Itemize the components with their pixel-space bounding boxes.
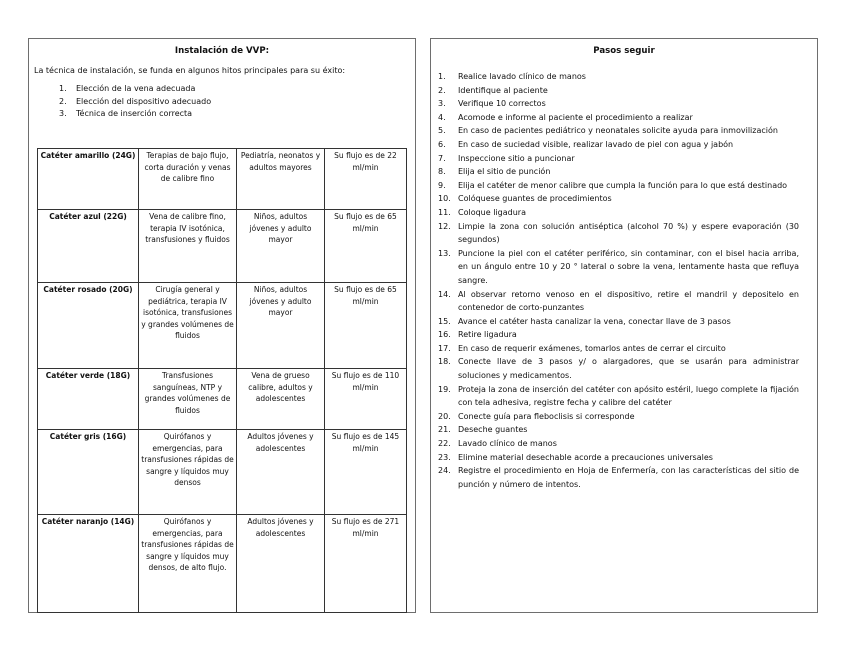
steps-title: Pasos seguir — [593, 46, 655, 56]
list-item: 3. Verifique 10 correctos — [438, 99, 546, 109]
list-item: 19. Proteja la zona de inserción del catéter con apósito estéril, luego complete la fijación con tela adhesiva, registre fecha y calibre del catéter — [438, 384, 799, 408]
catheter-flow: Su flujo es de 110 ml/min — [325, 369, 407, 430]
list-item: 16. Retire ligadura — [438, 330, 517, 340]
list-item: 15. Avance el catéter hasta canalizar la vena, conectar llave de 3 pasos — [438, 316, 731, 326]
table-row — [38, 149, 407, 210]
steps-panel — [430, 38, 818, 613]
catheter-flow: Su flujo es de 65 ml/min — [325, 210, 407, 283]
catheter-name: Catéter naranjo (14G) — [38, 515, 139, 613]
list-item: 13. Puncione la piel con el catéter periférico, sin contaminar, con el bisel hacia arriba, en un ángulo entre 10 y 20 ° lateral o sobre la vena, lentamente hasta que refluya sangre. — [438, 248, 799, 285]
catheter-patients: Pediatría, neonatos y adultos mayores — [237, 149, 325, 210]
list-item: 11. Coloque ligadura — [438, 207, 526, 217]
list-item: 21. Deseche guantes — [438, 425, 528, 435]
table-row — [38, 430, 407, 515]
catheter-name: Catéter amarillo (24G) — [38, 149, 139, 210]
list-item: 12. Limpie la zona con solución antiséptica (alcohol 70 %) y espere evaporación (30 segundos) — [438, 221, 799, 245]
principles-list — [59, 83, 415, 121]
list-item: 14. Al observar retorno venoso en el dispositivo, retire el mandril y depositelo en contenedor de corto-punzantes — [438, 289, 799, 313]
list-item: 23. Elimine material desechable acorde a precauciones universales — [438, 452, 713, 462]
catheter-patients: Adultos jóvenes y adolescentes — [237, 430, 325, 515]
list-item: 24. Registre el procedimiento en Hoja de Enfermería, con las características del sitio de punción y número de intentos. — [438, 466, 799, 489]
installation-panel — [28, 38, 416, 613]
steps-list — [438, 70, 799, 491]
list-item: 8. Elija el sitio de punción — [438, 167, 551, 177]
catheter-flow: Su flujo es de 22 ml/min — [325, 149, 407, 210]
catheter-name: Catéter azul (22G) — [38, 210, 139, 283]
list-item: 20. Conecte guía para fleboclisis si corresponde — [438, 411, 635, 421]
catheter-flow: Su flujo es de 65 ml/min — [325, 283, 407, 369]
catheter-use: Cirugía general y pediátrica, terapia IV isotónica, transfusiones y grandes volúmenes de fluidos — [139, 283, 237, 369]
catheter-flow: Su flujo es de 271 ml/min — [325, 515, 407, 613]
catheter-patients: Niños, adultos jóvenes y adulto mayor — [237, 210, 325, 283]
list-item: 1. Realice lavado clínico de manos — [438, 72, 586, 81]
catheter-name: Catéter rosado (20G) — [38, 283, 139, 369]
list-item: 7. Inspeccione sitio a puncionar — [438, 153, 575, 163]
list-item: 17. En caso de requerir exámenes, tomarlos antes de cerrar el circuito — [438, 343, 726, 353]
catheter-use: Transfusiones sanguíneas, NTP y grandes volúmenes de fluidos — [139, 369, 237, 430]
list-item: 2. Identifique al paciente — [438, 85, 548, 95]
list-item: 9. Elija el catéter de menor calibre que cumpla la función para lo que está destinado — [438, 180, 788, 190]
catheter-use: Vena de calibre fino, terapia IV isotónica, transfusiones y fluidos — [139, 210, 237, 283]
catheter-name: Catéter verde (18G) — [38, 369, 139, 430]
catheter-use: Quirófanos y emergencias, para transfusiones rápidas de sangre y líquidos muy densos — [139, 430, 237, 515]
catheter-patients: Vena de grueso calibre, adultos y adolescentes — [237, 369, 325, 430]
catheter-use: Quirófanos y emergencias, para transfusiones rápidas de sangre y líquidos muy densos, de alto flujo. — [139, 515, 237, 613]
installation-title: Instalación de VVP: — [174, 46, 270, 56]
catheter-patients: Niños, adultos jóvenes y adulto mayor — [237, 283, 325, 369]
principle-item: 1. Elección de la vena adecuada — [59, 84, 196, 93]
list-item: 18. Conecte llave de 3 pasos y/ o alargadores, que se usarán para administrar soluciones y medicamentos. — [438, 357, 799, 381]
list-item: 22. Lavado clínico de manos — [438, 439, 557, 449]
catheter-flow: Su flujo es de 145 ml/min — [325, 430, 407, 515]
table-row — [38, 283, 407, 369]
list-item: 5. En caso de pacientes pediátrico y neonatales solicite ayuda para inmovilización — [438, 126, 778, 136]
catheter-patients: Adultos jóvenes y adolescentes — [237, 515, 325, 613]
list-item: 4. Acomode e informe al paciente el procedimiento a realizar — [438, 112, 693, 122]
table-row — [38, 369, 407, 430]
list-item: 6. En caso de suciedad visible, realizar lavado de piel con agua y jabón — [438, 139, 734, 149]
catheter-use: Terapias de bajo flujo, corta duración y venas de calibre fino — [139, 149, 237, 210]
catheter-name: Catéter gris (16G) — [38, 430, 139, 515]
installation-intro: La técnica de instalación, se funda en algunos hitos principales para su éxito: — [34, 66, 346, 75]
table-row — [38, 210, 407, 283]
principle-item: 3. Técnica de inserción correcta — [59, 109, 193, 119]
catheter-table — [37, 148, 407, 613]
principle-item: 2. Elección del dispositivo adecuado — [59, 96, 212, 106]
list-item: 10. Colóquese guantes de procedimientos — [438, 194, 612, 204]
table-row — [38, 515, 407, 613]
